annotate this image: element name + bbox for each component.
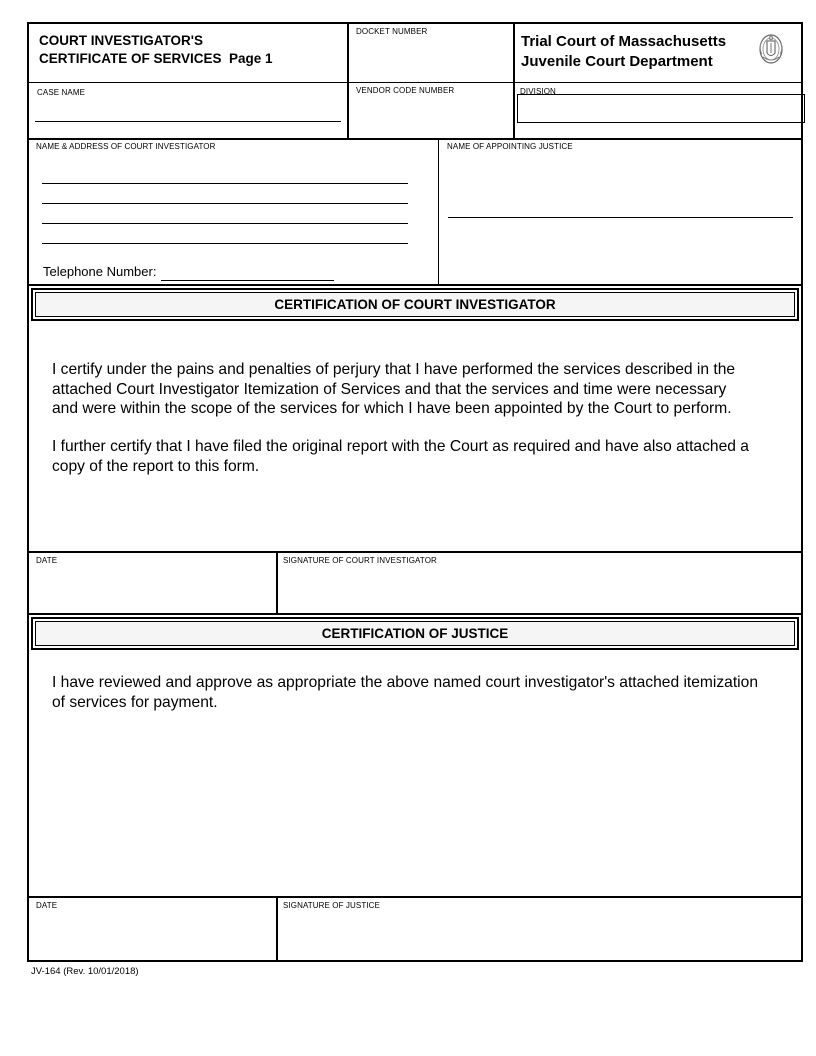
docket-number-field[interactable] [352,46,508,72]
divider [27,896,803,898]
cert-justice-heading: CERTIFICATION OF JUSTICE [321,626,509,641]
paragraph-line: and were within the scope of the services for which I have been appointed by the Court to perform. [52,400,732,417]
paragraph-line: I further certify that I have filed the original report with the Court as required and have also attached a [52,438,749,455]
telephone-label: Telephone Number: [43,264,157,279]
cert-justice-heading-box [31,617,799,650]
address-field-4[interactable] [44,226,406,242]
appointing-justice-label: NAME OF APPOINTING JUSTICE [447,142,573,151]
case-name-label: CASE NAME [37,88,86,97]
cert-investigator-paragraph-1 [52,360,735,419]
appointing-justice-underline [448,217,793,218]
case-name-field[interactable] [37,102,339,120]
address-line-2 [42,203,408,204]
address-line-4 [42,243,408,244]
division-label: DIVISION [520,87,556,96]
court-name-line1: Trial Court of Massachusetts [521,33,727,50]
divider [513,22,515,140]
investigator-signature-field[interactable] [283,575,795,605]
cert-investigator-paragraph-2 [52,437,749,476]
divider [27,551,803,553]
address-line-3 [42,223,408,224]
vendor-code-label: VENDOR CODE NUMBER [356,86,455,95]
paragraph-line: I have reviewed and approve as appropriate the above named court investigator's attached itemization [52,674,758,691]
cert-investigator-heading: CERTIFICATION OF COURT INVESTIGATOR [274,297,556,312]
paragraph-line: attached Court Investigator Itemization of Services and that the services and time were necessary [52,380,727,398]
investigator-date-label: DATE [36,556,58,565]
court-name-line2: Juvenile Court Department [521,52,713,70]
cert-justice-paragraph [52,673,758,712]
justice-signature-label: SIGNATURE OF JUSTICE [283,901,380,910]
divider [347,22,349,140]
divider [27,284,803,286]
divider [276,896,278,962]
divider [27,613,803,615]
address-field-3[interactable] [44,206,406,222]
form-title [39,32,273,68]
form-outer-border [27,22,803,962]
massachusetts-seal-icon [755,31,787,67]
address-line-1 [42,183,408,184]
paragraph-line: of services for payment. [52,693,218,711]
investigator-signature-label: SIGNATURE OF COURT INVESTIGATOR [283,556,437,565]
justice-date-field[interactable] [34,920,270,952]
name-address-label: NAME & ADDRESS OF COURT INVESTIGATOR [36,142,216,151]
address-field-1[interactable] [44,166,406,182]
form-number: JV-164 (Rev. 10/01/2018) [31,966,139,977]
telephone-underline [161,280,334,281]
vendor-code-field[interactable] [352,102,508,128]
appointing-justice-field[interactable] [450,199,790,215]
divider [27,138,803,140]
divider [276,551,278,614]
divider [438,138,439,286]
justice-signature-field[interactable] [283,920,795,952]
divider [27,82,803,83]
investigator-date-field[interactable] [34,575,270,605]
docket-number-label: DOCKET NUMBER [356,27,428,36]
address-field-2[interactable] [44,186,406,202]
case-name-underline [35,121,341,122]
court-name [521,32,726,71]
telephone-field[interactable] [163,263,333,279]
justice-date-label: DATE [36,901,58,910]
form-title-line1: COURT INVESTIGATOR'S [39,33,203,48]
division-field[interactable] [517,94,805,123]
paragraph-line: I certify under the pains and penalties of perjury that I have performed the services described in the [52,361,736,378]
cert-investigator-heading-box [31,288,799,321]
form-title-line2: CERTIFICATE OF SERVICES Page 1 [39,51,273,66]
paragraph-line: copy of the report to this form. [52,457,260,475]
